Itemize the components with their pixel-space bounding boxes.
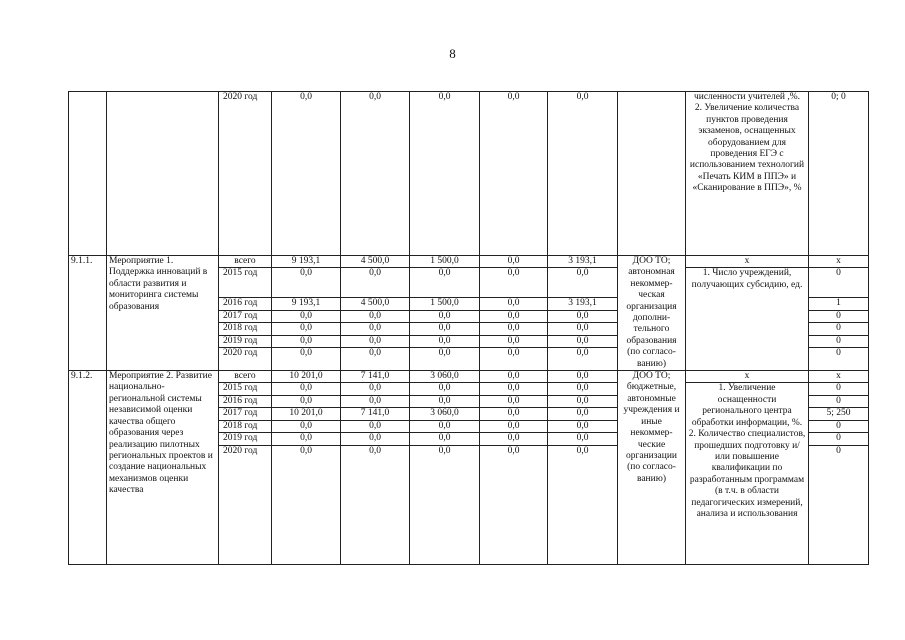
value-cell: 0,0 xyxy=(341,445,410,564)
value-cell: 0,0 xyxy=(272,268,341,298)
value-cell: 0,0 xyxy=(548,310,618,322)
value-cell: 10 201,0 xyxy=(272,408,341,420)
indicator-value: 0 xyxy=(809,420,869,432)
value-cell: 0,0 xyxy=(272,420,341,432)
header-x: х xyxy=(686,371,809,383)
year-cell: 2015 год xyxy=(219,268,272,298)
year-cell: 2020 год xyxy=(219,92,272,256)
value-cell: 0,0 xyxy=(341,420,410,432)
value-cell: 0,0 xyxy=(480,348,548,371)
value-cell: 0,0 xyxy=(410,445,480,564)
value-cell: 0,0 xyxy=(548,371,618,383)
value-cell: 0,0 xyxy=(272,348,341,371)
continuation-row xyxy=(69,92,869,256)
value-cell: 0,0 xyxy=(480,323,548,335)
measure-number: 9.1.1. xyxy=(69,256,107,371)
value-cell: 0,0 xyxy=(272,323,341,335)
value-cell: 0,0 xyxy=(480,445,548,564)
executor-cell xyxy=(618,92,686,256)
value-cell: 3 193,1 xyxy=(548,298,618,310)
year-cell: всего xyxy=(219,256,272,268)
value-cell: 9 193,1 xyxy=(272,298,341,310)
indicator-value: 0 xyxy=(809,268,869,298)
value-cell: 0,0 xyxy=(480,92,548,256)
value-cell: 0,0 xyxy=(548,323,618,335)
indicator-value: 0 xyxy=(809,445,869,564)
value-cell: 7 141,0 xyxy=(341,371,410,383)
year-cell: 2016 год xyxy=(219,298,272,310)
value-cell: 3 193,1 xyxy=(548,256,618,268)
executor-cell: ДОО ТО; автономная некоммер-ческая организация дополни-тельного образования (по согласо-ванию) xyxy=(618,256,686,371)
value-cell: 0,0 xyxy=(480,256,548,268)
value-cell: 0,0 xyxy=(341,348,410,371)
year-cell: 2020 год xyxy=(219,445,272,564)
value-cell: 0,0 xyxy=(341,310,410,322)
value-cell: 0,0 xyxy=(410,420,480,432)
indicator-value: 5; 250 xyxy=(809,408,869,420)
value-cell: 0,0 xyxy=(480,268,548,298)
year-cell: 2015 год xyxy=(219,383,272,395)
value-cell: 10 201,0 xyxy=(272,371,341,383)
value-cell: 1 500,0 xyxy=(410,256,480,268)
measure-name: Мероприятие 2. Развитие национально-региональной системы независимой оценки качества общего образования через реализацию пилотных региональных проектов и создание национальных механизмов оценки качества xyxy=(107,371,219,564)
value-cell: 0,0 xyxy=(548,92,618,256)
value-cell: 0,0 xyxy=(410,395,480,407)
indicator-value: 0 xyxy=(809,395,869,407)
value-cell: 3 060,0 xyxy=(410,408,480,420)
year-cell: 2019 год xyxy=(219,335,272,347)
year-cell: 2018 год xyxy=(219,420,272,432)
value-cell: 0,0 xyxy=(341,433,410,445)
value-cell: 0,0 xyxy=(480,310,548,322)
table-row xyxy=(69,371,869,383)
table-row xyxy=(69,256,869,268)
value-cell: 0,0 xyxy=(341,92,410,256)
value-cell: 0,0 xyxy=(272,92,341,256)
value-cell: 3 060,0 xyxy=(410,371,480,383)
value-cell: 0,0 xyxy=(548,433,618,445)
value-cell: 0,0 xyxy=(410,310,480,322)
page-number: 8 xyxy=(449,46,456,61)
indicator-value: 0 xyxy=(809,323,869,335)
value-cell: 0,0 xyxy=(272,310,341,322)
year-cell: 2019 год xyxy=(219,433,272,445)
value-cell: 0,0 xyxy=(548,383,618,395)
indicator-value: 0 xyxy=(809,433,869,445)
indicator-value: 0 xyxy=(809,310,869,322)
value-cell: 0,0 xyxy=(410,433,480,445)
value-cell: 0,0 xyxy=(341,335,410,347)
measure-number: 9.1.2. xyxy=(69,371,107,564)
header-x: х xyxy=(686,256,809,268)
value-cell: 9 193,1 xyxy=(272,256,341,268)
indicator-value: 0 xyxy=(809,383,869,395)
value-cell: 0,0 xyxy=(480,408,548,420)
value-cell: 0,0 xyxy=(272,395,341,407)
value-cell: 0,0 xyxy=(272,383,341,395)
value-cell: 0,0 xyxy=(410,92,480,256)
value-cell: 0,0 xyxy=(410,335,480,347)
value-cell: 0,0 xyxy=(341,395,410,407)
value-cell: 0,0 xyxy=(480,395,548,407)
year-cell: 2016 год xyxy=(219,395,272,407)
value-cell: 0,0 xyxy=(548,268,618,298)
value-cell: 0,0 xyxy=(410,348,480,371)
indicator-text: 1. Увеличение оснащенности регионального центра обработки информации, %. 2. Количество специалистов, прошедших подготовку и/или повышение квалификации по разработанным программам (в т.ч. в области педагогических измерений, анализа и использования xyxy=(686,383,809,564)
header-x: х xyxy=(809,256,869,268)
indicator-value: 0; 0 xyxy=(809,92,869,256)
value-cell: 0,0 xyxy=(341,268,410,298)
executor-cell: ДОО ТО; бюджетные, автономные учреждения и иные некоммер-ческие организации (по согласо-ванию) xyxy=(618,371,686,564)
indicator-value: 0 xyxy=(809,348,869,371)
value-cell: 0,0 xyxy=(548,335,618,347)
indicator-text: 1. Число учреждений, получающих субсидию, ед. xyxy=(686,268,809,371)
value-cell: 0,0 xyxy=(480,298,548,310)
cell-name xyxy=(107,92,219,256)
value-cell: 0,0 xyxy=(548,348,618,371)
year-cell: 2018 год xyxy=(219,323,272,335)
value-cell: 0,0 xyxy=(410,323,480,335)
value-cell: 0,0 xyxy=(410,268,480,298)
value-cell: 0,0 xyxy=(548,445,618,564)
value-cell: 0,0 xyxy=(341,383,410,395)
value-cell: 4 500,0 xyxy=(341,298,410,310)
value-cell: 0,0 xyxy=(480,433,548,445)
cell-number xyxy=(69,92,107,256)
indicator-value: 0 xyxy=(809,335,869,347)
value-cell: 0,0 xyxy=(480,383,548,395)
year-cell: 2017 год xyxy=(219,310,272,322)
value-cell: 7 141,0 xyxy=(341,408,410,420)
value-cell: 4 500,0 xyxy=(341,256,410,268)
year-cell: 2017 год xyxy=(219,408,272,420)
indicator-value: 1 xyxy=(809,298,869,310)
year-cell: 2020 год xyxy=(219,348,272,371)
value-cell: 0,0 xyxy=(341,323,410,335)
value-cell: 0,0 xyxy=(548,408,618,420)
value-cell: 0,0 xyxy=(272,433,341,445)
value-cell: 0,0 xyxy=(480,371,548,383)
value-cell: 0,0 xyxy=(480,420,548,432)
indicator-text: численности учителей ,%. 2. Увеличение количества пунктов проведения экзаменов, оснащенных оборудованием для проведения ЕГЭ с использованием технологий «Печать КИМ в ППЭ» и «Сканирование в ППЭ», % xyxy=(686,92,809,256)
value-cell: 1 500,0 xyxy=(410,298,480,310)
measures-table xyxy=(68,91,869,565)
value-cell: 0,0 xyxy=(272,445,341,564)
measure-name: Мероприятие 1. Поддержка инноваций в области развития и мониторинга системы образования xyxy=(107,256,219,371)
value-cell: 0,0 xyxy=(548,395,618,407)
value-cell: 0,0 xyxy=(548,420,618,432)
value-cell: 0,0 xyxy=(480,335,548,347)
year-cell: всего xyxy=(219,371,272,383)
value-cell: 0,0 xyxy=(410,383,480,395)
value-cell: 0,0 xyxy=(272,335,341,347)
header-x: х xyxy=(809,371,869,383)
